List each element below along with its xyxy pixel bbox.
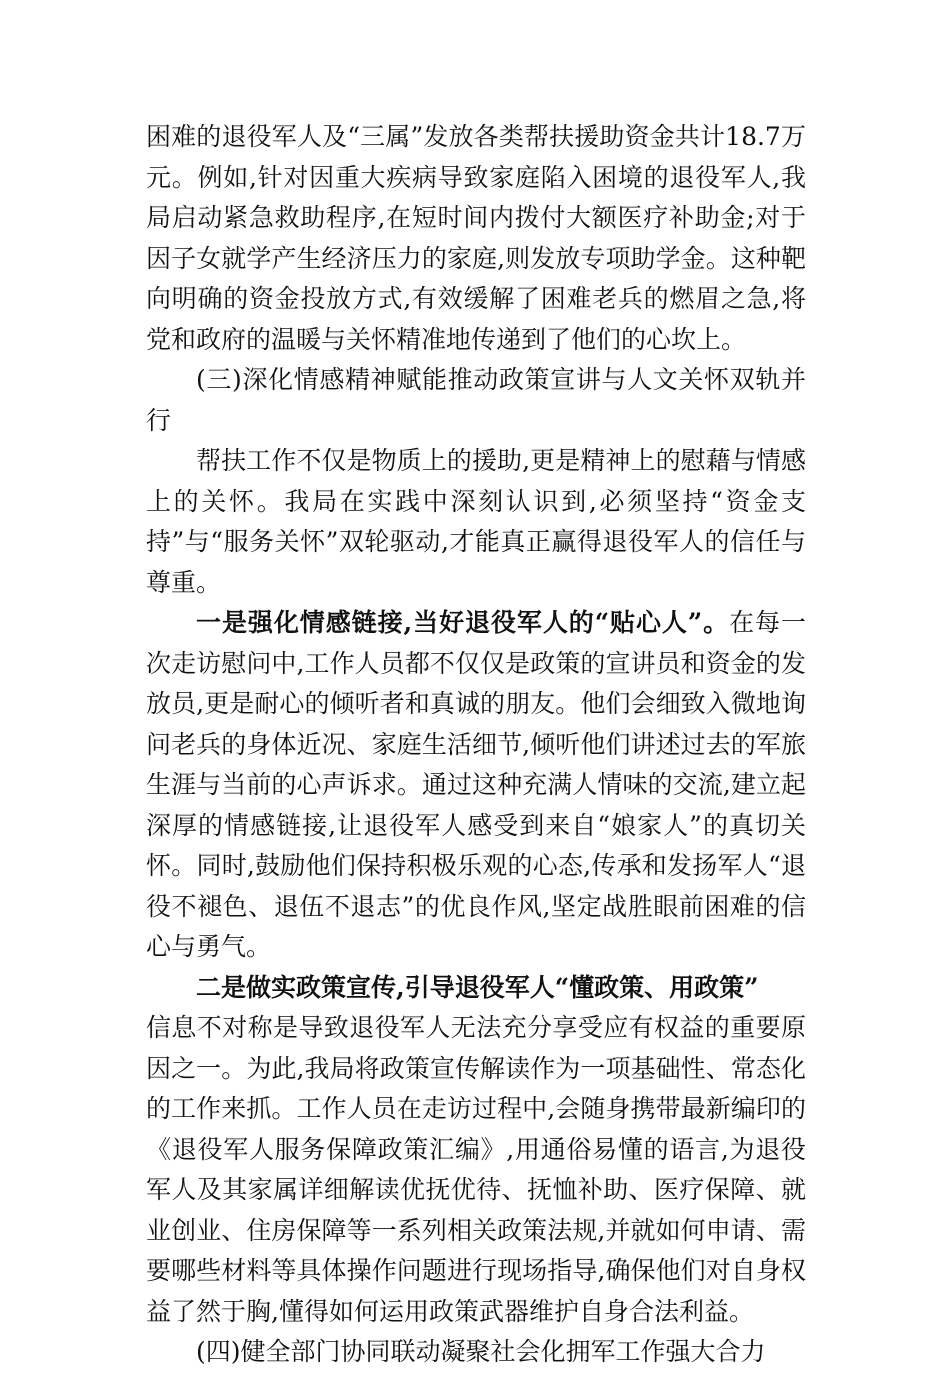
paragraph-text: 困难的退役军人及“三属”发放各类帮扶援助资金共计18.7万元。例如,针对因重大疾病导致家庭陷入困境的退役军人,我局启动紧急救助程序,在短时间内拨付大额医疗补助金;对于因子女就学产生经济压力的家庭,则发放专项助学金。这种靶向明确的资金投放方式,有效缓解了困难老兵的燃眉之急,将党和政府的温暖与关怀精准地传递到了他们的心坎上。 — [146, 122, 806, 354]
heading-text: (四)健全部门协同联动凝聚社会化拥军工作强大合力 — [196, 1337, 766, 1366]
section-heading-3 — [146, 360, 806, 441]
paragraph-lead-bold: 一是强化情感链接,当好退役军人的“贴心人”。 — [196, 608, 730, 637]
heading-text: (三)深化情感精神赋能推动政策宣讲与人文关怀双轨并行 — [146, 365, 806, 435]
paragraph-spiritual-care — [146, 441, 806, 603]
section-heading-4 — [146, 1332, 806, 1373]
document-body — [146, 117, 806, 1373]
paragraph-funding — [146, 117, 806, 360]
paragraph-lead-bold: 二是做实政策宣传,引导退役军人“懂政策、用政策” — [196, 972, 759, 1002]
paragraph-policy-publicity — [146, 968, 806, 1333]
paragraph-text: 在每一次走访慰问中,工作人员都不仅仅是政策的宣讲员和资金的发放员,更是耐心的倾听者和真诚的朋友。他们会细致入微地询问老兵的身体近况、家庭生活细节,倾听他们讲述过去的军旅生涯与当前的心声诉求。通过这种充满人情味的交流,建立起深厚的情感链接,让退役军人感受到来自“娘家人”的真切关怀。同时,鼓励他们保持积极乐观的心态,传承和发扬军人“退役不褪色、退伍不退志”的优良作风,坚定战胜眼前困难的信心与勇气。 — [146, 608, 806, 961]
paragraph-emotional-link — [146, 603, 806, 968]
paragraph-text: 帮扶工作不仅是物质上的援助,更是精神上的慰藉与情感上的关怀。我局在实践中深刻认识到,必须坚持“资金支持”与“服务关怀”双轮驱动,才能真正赢得退役军人的信任与尊重。 — [146, 446, 806, 597]
paragraph-text: 信息不对称是导致退役军人无法充分享受应有权益的重要原因之一。为此,我局将政策宣传解读作为一项基础性、常态化的工作来抓。工作人员在走访过程中,会随身携带最新编印的《退役军人服务保障政策汇编》,用通俗易懂的语言,为退役军人及其家属详细解读优抚优待、抚恤补助、医疗保障、就业创业、住房保障等一系列相关政策法规,并就如何申请、需要哪些材料等具体操作问题进行现场指导,确保他们对自身权益了然于胸,懂得如何运用政策武器维护自身合法利益。 — [146, 1013, 806, 1326]
